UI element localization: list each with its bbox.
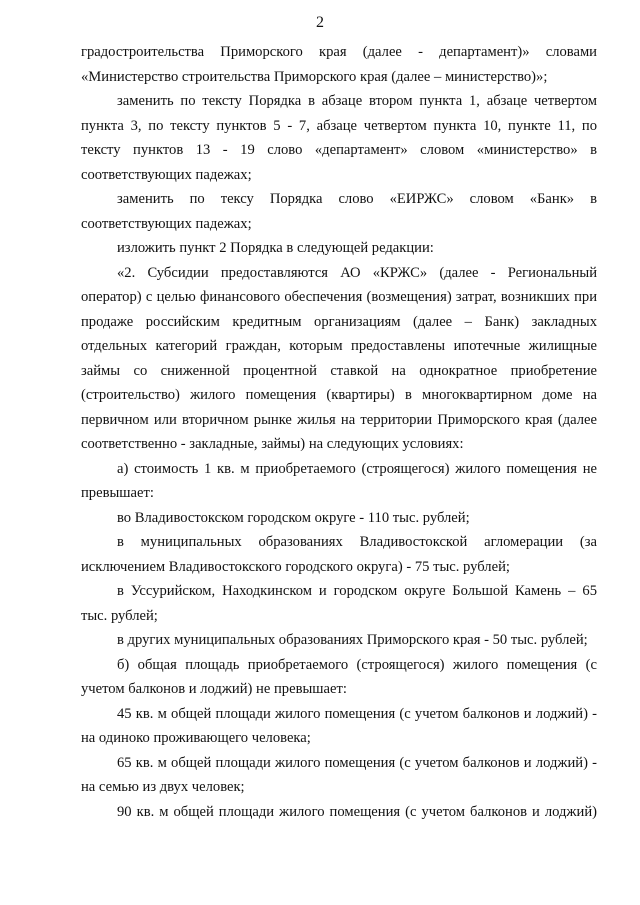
page-number: 2 bbox=[316, 14, 324, 31]
paragraph-agglomeration: в муниципальных образованиях Владивостокской агломерации (за исключением Владивостокского городского округа) - 75 тыс. рублей; bbox=[81, 534, 597, 575]
paragraph-continuation: градостроительства Приморского края (далее - департамент)» словами «Министерство строительства Приморского края (далее – министерство)»; bbox=[81, 44, 597, 85]
document-body bbox=[81, 40, 597, 824]
paragraph-area-two: 65 кв. м общей площади жилого помещения (с учетом балконов и лоджий) - на семью из двух человек; bbox=[81, 754, 597, 795]
paragraph-ussuriysk: в Уссурийском, Находкинском и городском округе Большой Камень – 65 тыс. рублей; bbox=[81, 583, 597, 624]
paragraph-vladivostok: во Владивостокском городском округе - 110 тыс. рублей; bbox=[117, 509, 470, 526]
paragraph-other-municipalities: в других муниципальных образованиях Приморского края - 50 тыс. рублей; bbox=[117, 632, 588, 648]
paragraph-replace-department: заменить по тексту Порядка в абзаце втором пункта 1, абзаце четвертом пункта 3, по тексту пунктов 5 - 7, абзаце четвертом пункта 10, пункте 11, по тексту пунктов 13 - 19 слово «департамент» словом «министерство» в соответствующих падежах; bbox=[81, 93, 597, 183]
paragraph-area-single: 45 кв. м общей площади жилого помещения (с учетом балконов и лоджий) - на одиноко проживающего человека; bbox=[81, 705, 597, 746]
paragraph-condition-a: а) стоимость 1 кв. м приобретаемого (строящегося) жилого помещения не превышает: bbox=[81, 460, 597, 501]
paragraph-point-2: «2. Субсидии предоставляются АО «КРЖС» (далее - Региональный оператор) с целью финансового обеспечения (возмещения) затрат, возникших при продаже российским кредитным организациям (далее – Банк) закладных отдельных категорий граждан, которым предоставлены ипотечные жилищные займы со сниженной процентной ставкой на однократное приобретение (строительство) жилого помещения (квартиры) в многоквартирном доме на первичном или вторичном рынке жилья на территории Приморского края (далее соответственно - закладные, займы) на следующих условиях: bbox=[81, 264, 597, 452]
paragraph-area-three: 90 кв. м общей площади жилого помещения (с учетом балконов и лоджий) bbox=[117, 803, 597, 820]
paragraph-replace-eirzhs: заменить по тексу Порядка слово «ЕИРЖС» словом «Банк» в соответствующих падежах; bbox=[81, 191, 597, 232]
paragraph-condition-b: б) общая площадь приобретаемого (строящегося) жилого помещения (с учетом балконов и лоджий) не превышает: bbox=[81, 656, 597, 697]
paragraph-restate-point-2: изложить пункт 2 Порядка в следующей редакции: bbox=[117, 240, 434, 256]
